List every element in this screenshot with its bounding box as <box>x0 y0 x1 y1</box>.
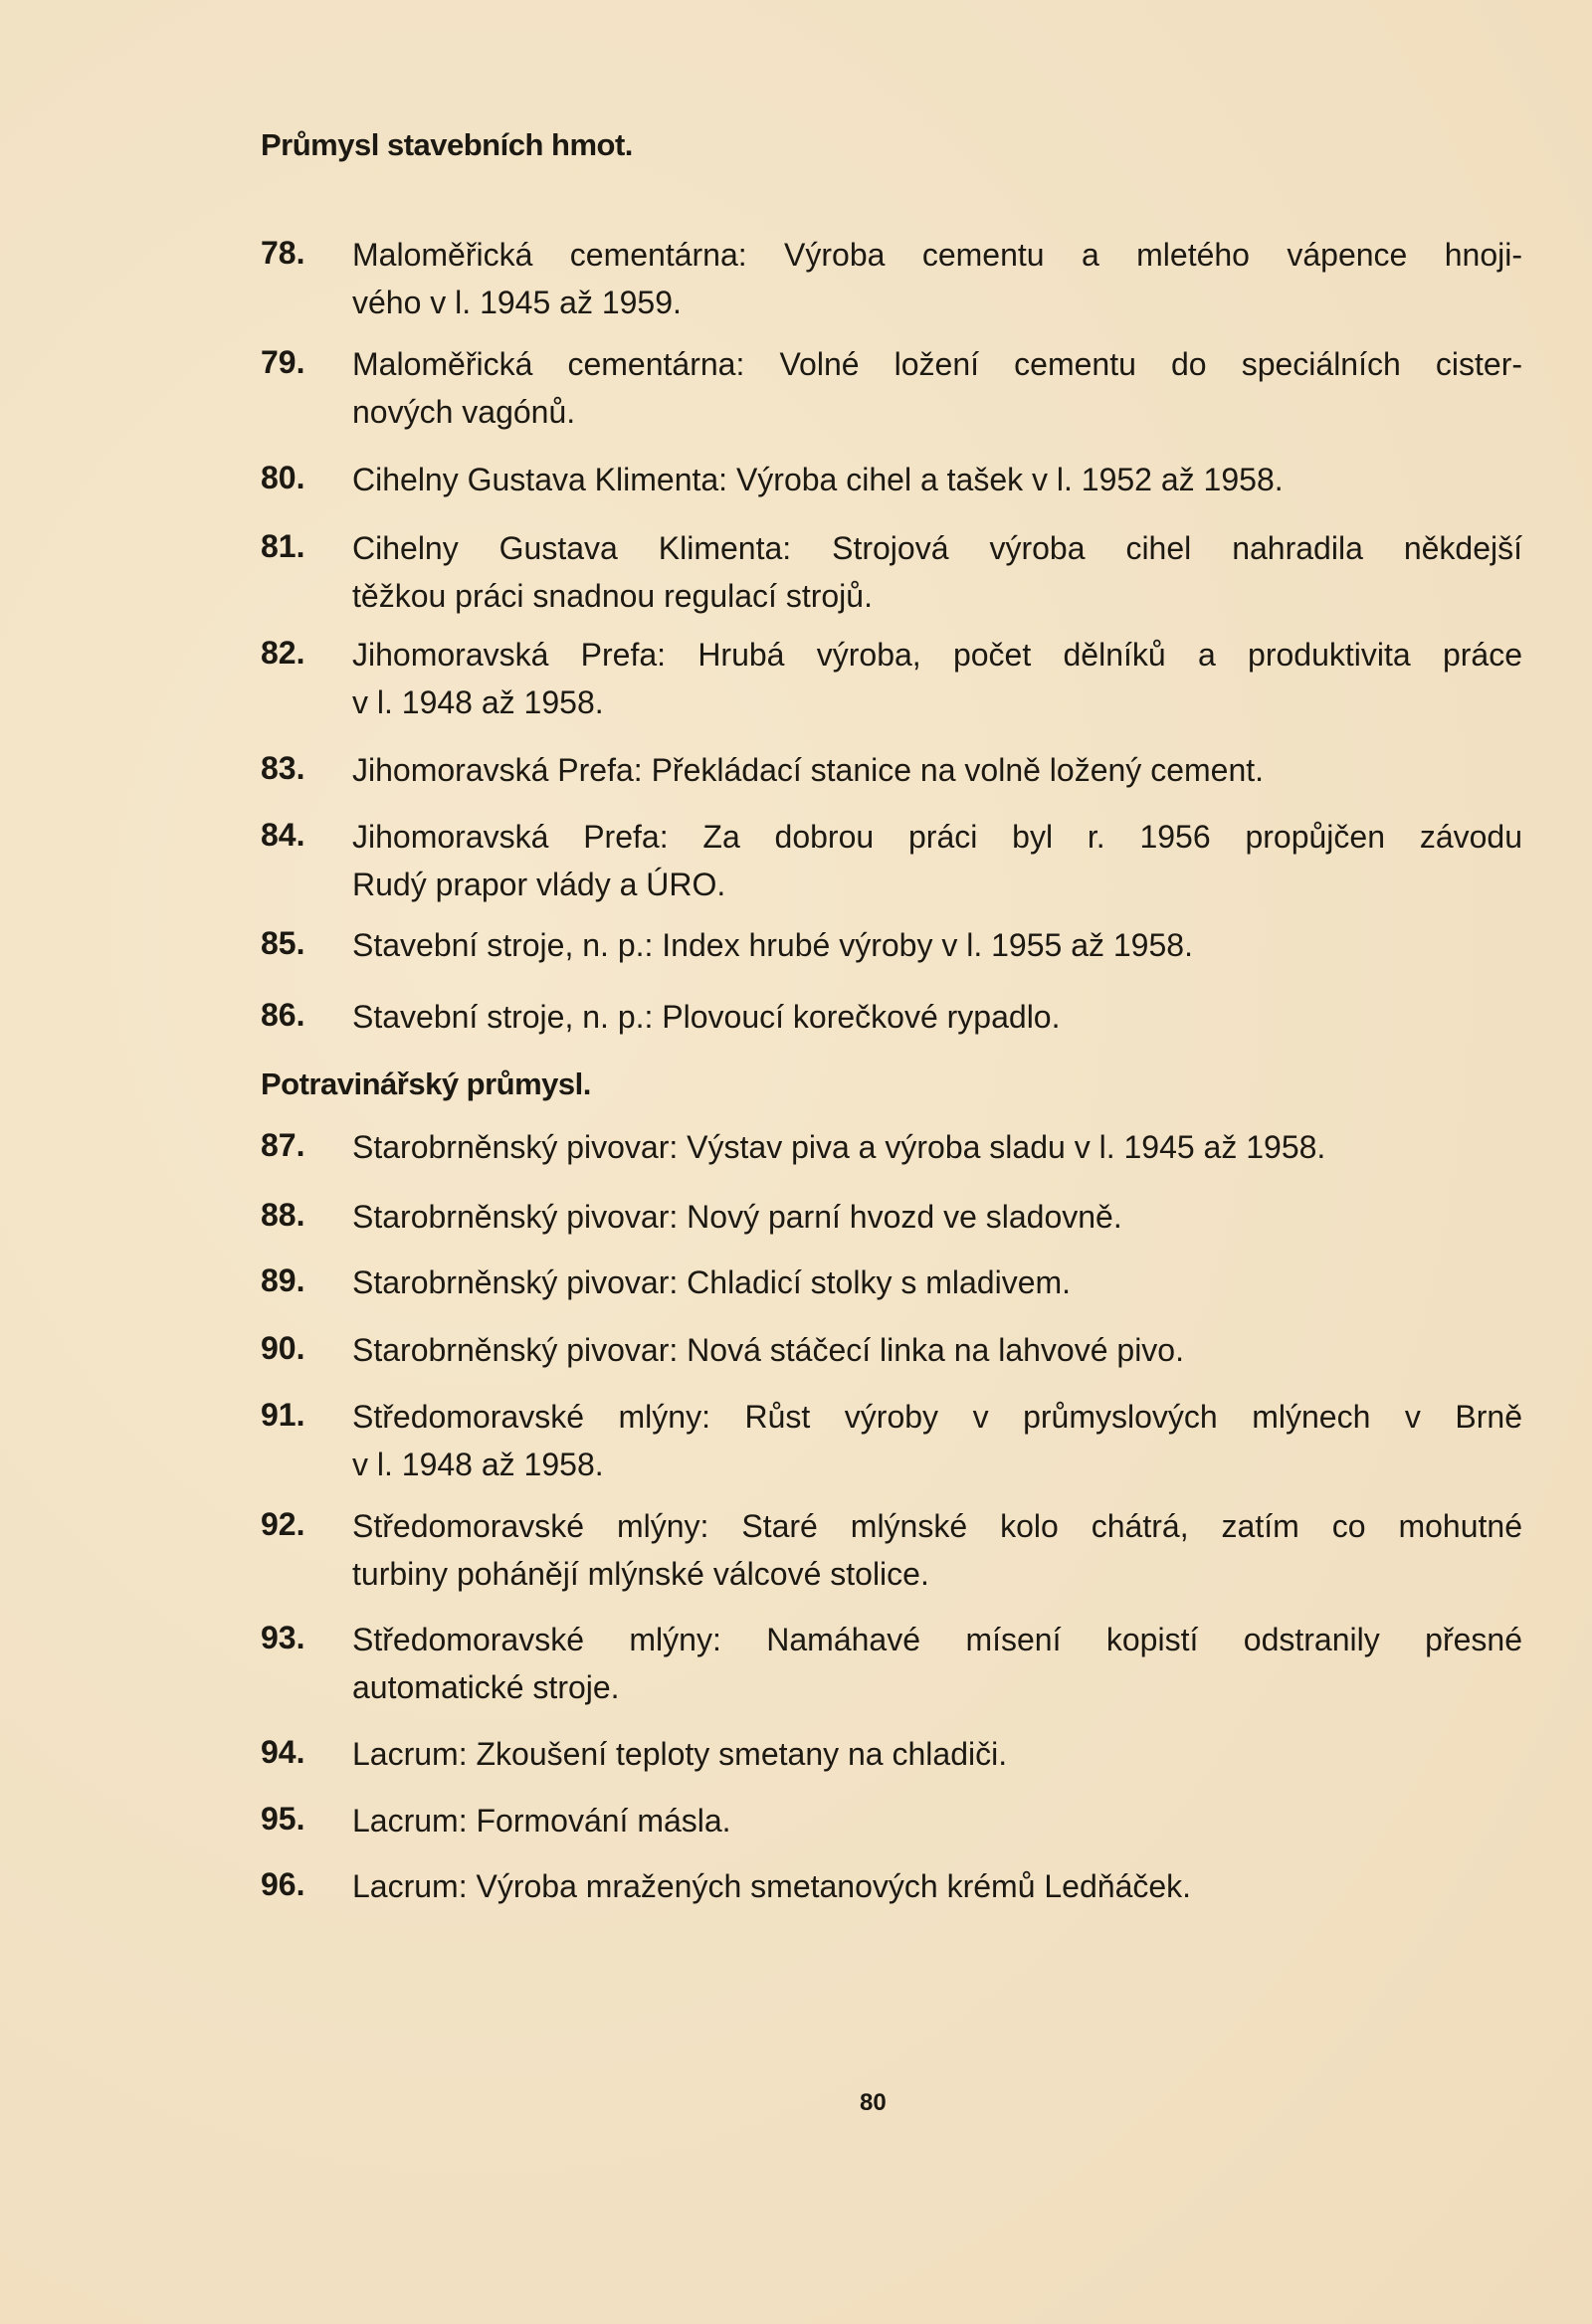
item-text-line: nových vagónů. <box>352 394 576 430</box>
item-text <box>352 635 1522 730</box>
item-number: 80. <box>261 460 305 495</box>
item-text-line: Středomoravské mlýny: Namáhavé mísení kopistí odstranily přesné <box>352 1622 1522 1657</box>
list-item <box>261 1197 1522 1245</box>
item-text-line: Stavební stroje, n. p.: Plovoucí korečkové rypadlo. <box>352 999 1061 1035</box>
item-text <box>352 1734 1522 1782</box>
item-number: 81. <box>261 528 305 564</box>
item-number: 86. <box>261 997 305 1033</box>
list-item <box>261 997 1522 1045</box>
item-text-line: Starobrněnský pivovar: Nový parní hvozd ve sladovně. <box>352 1199 1122 1235</box>
item-text-line: Lacrum: Zkoušení teploty smetany na chladiči. <box>352 1736 1008 1772</box>
item-text-line: Maloměřická cementárna: Volné ložení cementu do speciálních cister- <box>352 346 1522 382</box>
list-item <box>261 1262 1522 1310</box>
item-text <box>352 1620 1522 1715</box>
item-number: 95. <box>261 1801 305 1837</box>
item-text-line: Starobrněnský pivovar: Výstav piva a výroba sladu v l. 1945 až 1958. <box>352 1129 1326 1165</box>
list-item <box>261 635 1522 730</box>
list-item <box>261 1506 1522 1602</box>
item-number: 84. <box>261 817 305 853</box>
item-number: 82. <box>261 635 305 671</box>
item-number: 89. <box>261 1262 305 1298</box>
list-item <box>261 925 1522 973</box>
item-text <box>352 528 1522 624</box>
item-number: 92. <box>261 1506 305 1542</box>
list-item <box>261 235 1522 330</box>
item-text <box>352 750 1522 798</box>
item-number: 88. <box>261 1197 305 1233</box>
item-text-line: Lacrum: Formování másla. <box>352 1803 731 1839</box>
item-text <box>352 344 1522 440</box>
section-heading: Průmysl stavebních hmot. <box>261 127 633 162</box>
item-number: 78. <box>261 235 305 271</box>
item-number: 91. <box>261 1397 305 1433</box>
item-text <box>352 235 1522 330</box>
item-number: 93. <box>261 1620 305 1655</box>
item-text <box>352 925 1522 973</box>
item-number: 94. <box>261 1734 305 1770</box>
item-text-line: Jihomoravská Prefa: Za dobrou práci byl r. 1956 propůjčen závodu <box>352 819 1522 855</box>
item-text-line: Starobrněnský pivovar: Nová stáčecí linka na lahvové pivo. <box>352 1332 1184 1368</box>
item-text <box>352 1330 1522 1378</box>
item-text-line: v l. 1948 až 1958. <box>352 1447 604 1482</box>
list-item <box>261 460 1522 507</box>
list-item <box>261 1734 1522 1782</box>
item-text-line: Rudý prapor vlády a ÚRO. <box>352 867 726 902</box>
item-text <box>352 1262 1522 1310</box>
list-item <box>261 528 1522 624</box>
item-text-line: Jihomoravská Prefa: Hrubá výroba, počet dělníků a produktivita práce <box>352 637 1522 673</box>
list-item <box>261 1866 1522 1914</box>
item-number: 87. <box>261 1127 305 1163</box>
item-text <box>352 997 1522 1045</box>
page-number: 80 <box>860 2089 887 2116</box>
list-item <box>261 817 1522 912</box>
list-item <box>261 1801 1522 1848</box>
list-item <box>261 750 1522 798</box>
item-text-line: Lacrum: Výroba mražených smetanových krémů Ledňáček. <box>352 1868 1192 1904</box>
section-heading: Potravinářský průmysl. <box>261 1066 591 1101</box>
item-number: 85. <box>261 925 305 961</box>
item-text-line: Středomoravské mlýny: Staré mlýnské kolo chátrá, zatím co mohutné <box>352 1508 1522 1544</box>
item-number: 79. <box>261 344 305 380</box>
item-text-line: Jihomoravská Prefa: Překládací stanice na volně ložený cement. <box>352 752 1265 788</box>
item-text <box>352 1801 1522 1848</box>
item-text <box>352 1127 1522 1175</box>
item-number: 90. <box>261 1330 305 1366</box>
item-text <box>352 1197 1522 1245</box>
list-item <box>261 344 1522 440</box>
item-text-line: automatické stroje. <box>352 1669 620 1705</box>
item-text-line: Cihelny Gustava Klimenta: Strojová výroba cihel nahradila někdejší <box>352 530 1522 566</box>
item-text-line: Maloměřická cementárna: Výroba cementu a mletého vápence hnoji- <box>352 237 1522 273</box>
item-text-line: vého v l. 1945 až 1959. <box>352 285 682 320</box>
item-text-line: Cihelny Gustava Klimenta: Výroba cihel a tašek v l. 1952 až 1958. <box>352 462 1284 497</box>
list-item <box>261 1127 1522 1175</box>
item-text-line: Stavební stroje, n. p.: Index hrubé výroby v l. 1955 až 1958. <box>352 927 1193 963</box>
item-text <box>352 1506 1522 1602</box>
item-text-line: turbiny pohánějí mlýnské válcové stolice. <box>352 1556 929 1592</box>
item-text-line: Středomoravské mlýny: Růst výroby v průmyslových mlýnech v Brně <box>352 1399 1522 1435</box>
list-item <box>261 1330 1522 1378</box>
item-text <box>352 460 1522 507</box>
list-item <box>261 1397 1522 1492</box>
item-number: 96. <box>261 1866 305 1902</box>
item-text <box>352 1866 1522 1914</box>
list-item <box>261 1620 1522 1715</box>
item-text <box>352 817 1522 912</box>
item-text <box>352 1397 1522 1492</box>
item-text-line: Starobrněnský pivovar: Chladicí stolky s mladivem. <box>352 1264 1072 1300</box>
item-text-line: těžkou práci snadnou regulací strojů. <box>352 578 873 614</box>
item-text-line: v l. 1948 až 1958. <box>352 684 604 720</box>
item-number: 83. <box>261 750 305 786</box>
